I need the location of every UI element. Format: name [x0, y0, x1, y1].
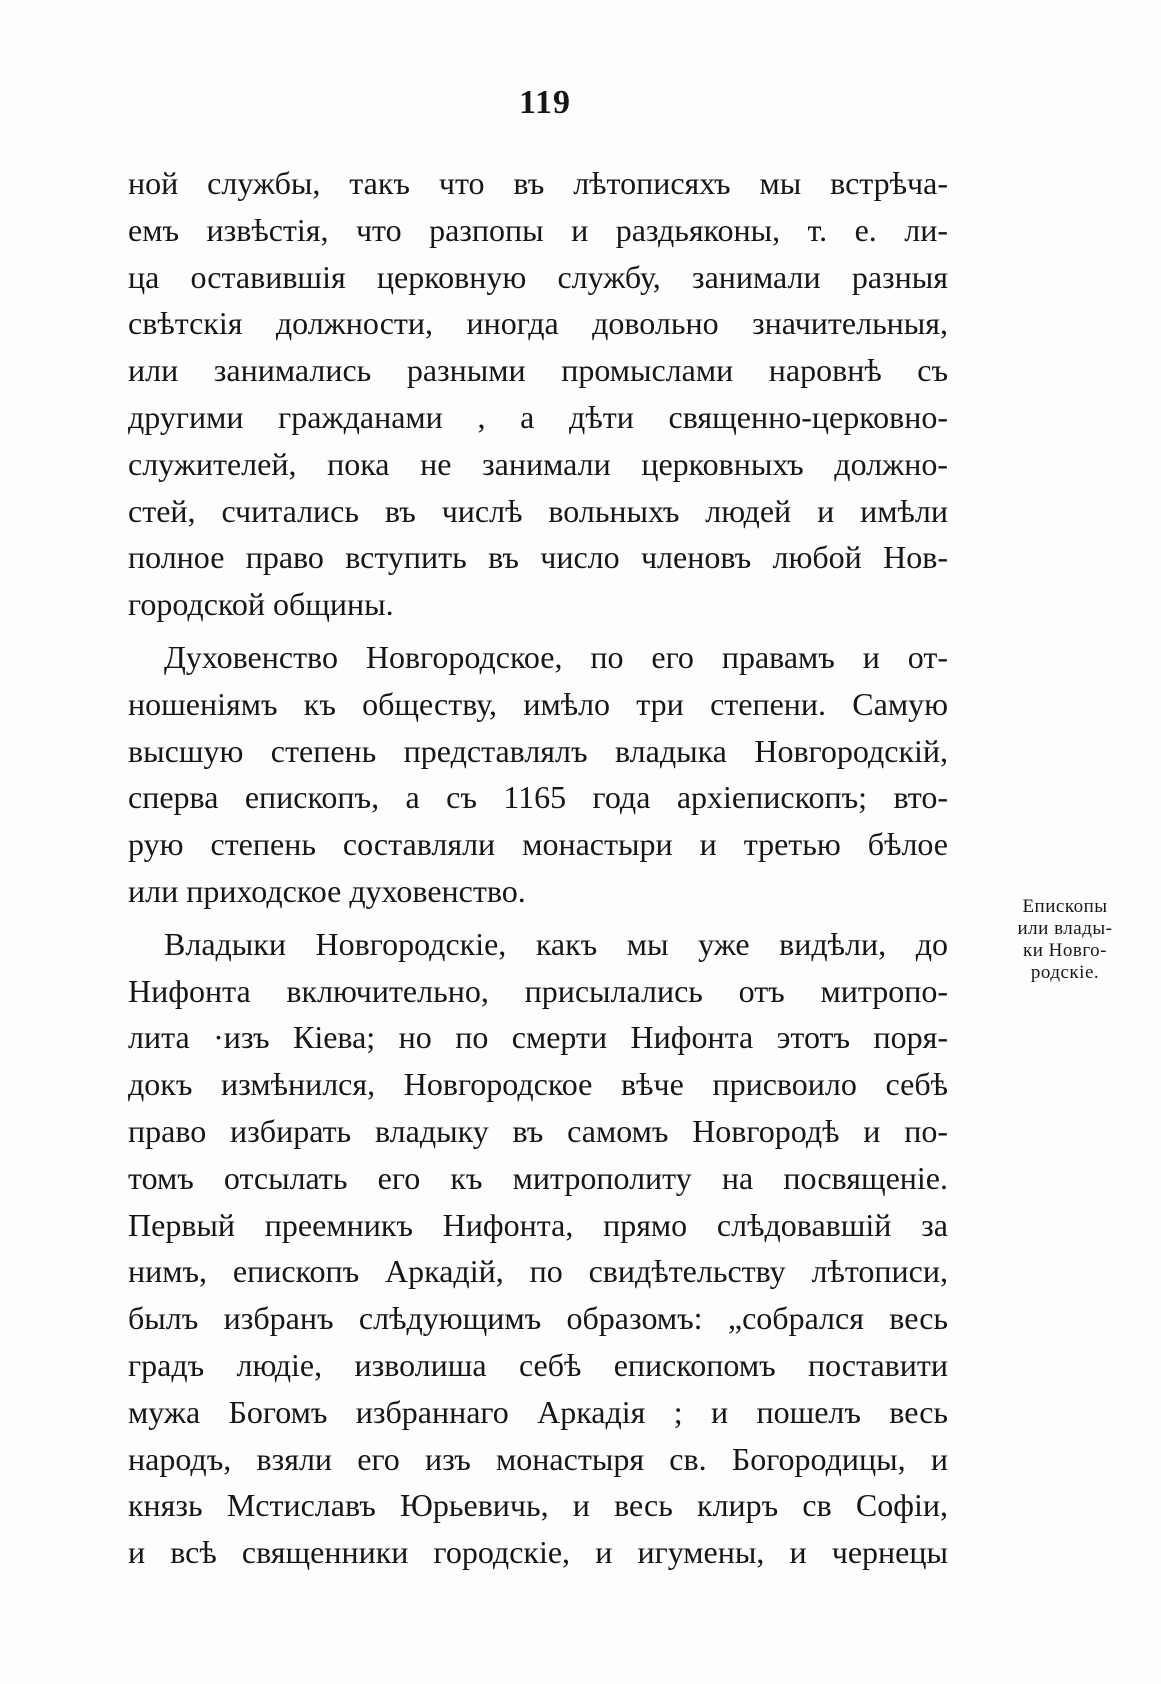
text-line: сперва епископъ, а съ 1165 года архіепископъ; вто- — [128, 779, 948, 816]
marginal-note — [1010, 896, 1120, 984]
text-line: докъ измѣнился, Новгородское вѣче присвоило себѣ — [128, 1066, 948, 1103]
text-line: Нифонта включительно, присылались отъ митропо- — [128, 972, 948, 1009]
text-line: свѣтскія должности, иногда довольно значительныя, — [128, 305, 948, 342]
text-line: Духовенство Новгородское, по его правамъ и от- — [164, 638, 948, 675]
text-line: ной службы, такъ что въ лѣтописяхъ мы встрѣча- — [128, 165, 948, 201]
text-line: ношеніямъ къ обществу, имѣло три степени. Самую — [128, 685, 948, 722]
text-line: князь Мстиславъ Юрьевичь, и весь клиръ св Софіи, — [128, 1487, 948, 1524]
marginal-note-line: родскіе. — [1030, 962, 1100, 983]
text-line: мужа Богомъ избраннаго Аркадія ; и пошелъ весь — [128, 1393, 948, 1430]
text-line: емъ извѣстія, что разпопы и раздьяконы, т. е. ли- — [128, 211, 948, 248]
text-line: или занимались разными промыслами наровнѣ съ — [128, 352, 948, 389]
text-line: стей, считались въ числѣ вольныхъ людей и имѣли — [128, 492, 948, 529]
text-line: рую степень составляли монастыри и третью бѣлое — [128, 826, 948, 863]
marginal-note-line: или влады- — [1017, 918, 1113, 939]
text-line: лита ·изъ Кіева; но по смерти Нифонта этотъ поря- — [128, 1019, 948, 1056]
text-line: и всѣ священники городскіе, и игумены, и чернецы — [128, 1534, 948, 1571]
text-line: нимъ, епископъ Аркадій, по свидѣтельству лѣтописи, — [128, 1253, 948, 1290]
body-text — [128, 160, 948, 1576]
text-line: полное право вступить въ число членовъ любой Нов- — [128, 539, 948, 576]
marginal-note-line: Епископы — [1022, 896, 1108, 917]
text-line: Первый преемникъ Нифонта, прямо слѣдовавшій за — [128, 1206, 948, 1243]
text-line: городской общины. — [128, 586, 394, 623]
text-line: былъ избранъ слѣдующимъ образомъ: „собрался весь — [128, 1300, 948, 1337]
text-line: градъ людіе, изволиша себѣ епископомъ поставити — [128, 1346, 948, 1383]
marginal-note-line: ки Новго- — [1023, 940, 1107, 961]
text-line: другими гражданами , а дѣти священно-церковно- — [128, 398, 948, 435]
text-line: Владыки Новгородскіе, какъ мы уже видѣли, до — [164, 925, 948, 962]
text-line: служителей, пока не занимали церковныхъ должно- — [128, 445, 948, 482]
text-line: народъ, взяли его изъ монастыря св. Богородицы, и — [128, 1440, 948, 1477]
text-line: право избирать владыку въ самомъ Новгородѣ и по- — [128, 1112, 948, 1149]
text-line: ца оставившія церковную службу, занимали разныя — [128, 258, 948, 295]
text-line: или приходское духовенство. — [128, 872, 526, 909]
page-number: 119 — [518, 84, 572, 121]
text-line: высшую степень представлялъ владыка Новгородскій, — [128, 732, 948, 769]
text-line: томъ отсылать его къ митрополиту на посвященіе. — [128, 1159, 948, 1196]
